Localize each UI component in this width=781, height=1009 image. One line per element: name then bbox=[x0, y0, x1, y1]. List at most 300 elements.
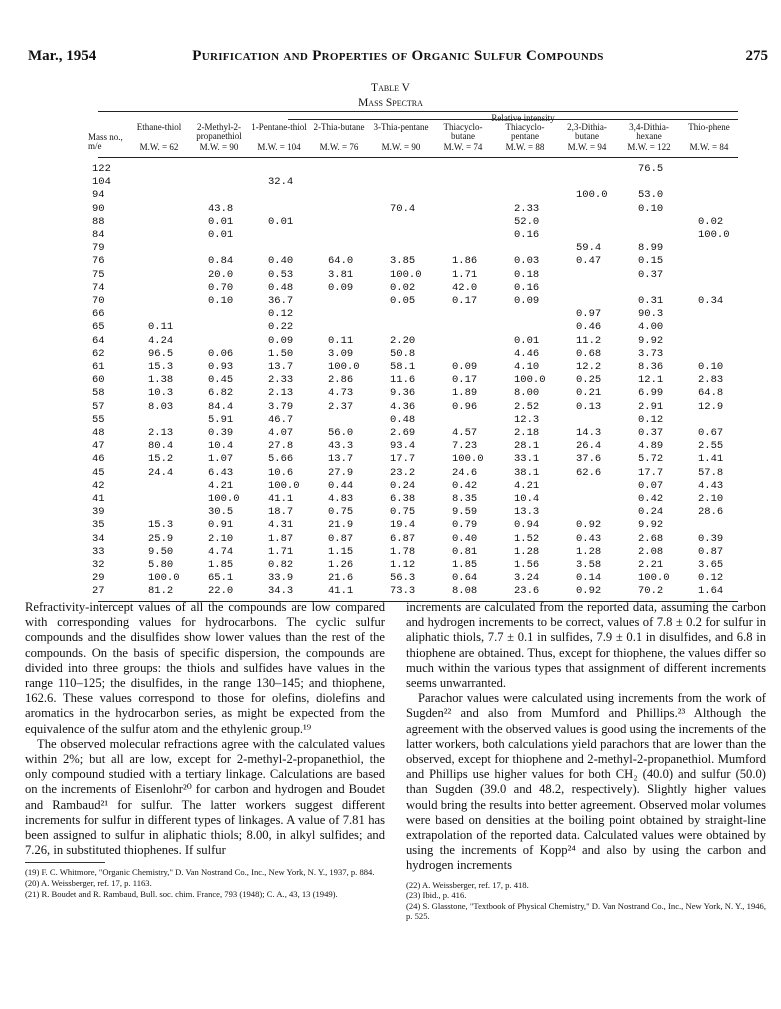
intensity-cell: 24.6 bbox=[452, 466, 478, 479]
mass-number-cell: 27 bbox=[92, 585, 105, 598]
intensity-cell: 0.64 bbox=[452, 572, 478, 585]
column-compound-name: Ethane-thiol bbox=[136, 122, 182, 132]
intensity-cell: 25.9 bbox=[148, 532, 174, 545]
intensity-cell: 2.91 bbox=[638, 400, 664, 413]
intensity-cell: 0.14 bbox=[576, 572, 602, 585]
intensity-cell: 21.6 bbox=[328, 572, 354, 585]
intensity-cell: 28.6 bbox=[698, 506, 724, 519]
column-compound-name: 2-Thia-butane bbox=[313, 122, 365, 132]
table-row bbox=[92, 229, 738, 242]
mass-number-cell: 41 bbox=[92, 493, 105, 505]
intensity-cell: 0.12 bbox=[638, 413, 664, 426]
table-row bbox=[92, 295, 738, 308]
intensity-cell: 2.21 bbox=[638, 559, 664, 571]
intensity-cell: 33.1 bbox=[514, 453, 540, 466]
intensity-cell: 1.71 bbox=[452, 268, 478, 281]
intensity-cell: 36.7 bbox=[268, 295, 294, 307]
running-title: Purification and Properties of Organic Sulfur Compounds bbox=[192, 48, 604, 64]
mass-number-cell: 47 bbox=[92, 440, 105, 453]
mass-number-cell: 39 bbox=[92, 506, 105, 519]
intensity-cell: 80.4 bbox=[148, 440, 174, 453]
intensity-cell: 100.0 bbox=[638, 572, 670, 585]
table-row bbox=[92, 374, 738, 387]
intensity-cell: 0.40 bbox=[268, 255, 294, 268]
intensity-cell: 8.03 bbox=[148, 400, 174, 413]
table-row bbox=[92, 268, 738, 282]
intensity-cell: 26.4 bbox=[576, 440, 602, 453]
intensity-cell: 100.0 bbox=[514, 374, 546, 387]
table-row bbox=[92, 242, 738, 255]
column-compound-name: Thiacyclo-butane bbox=[443, 122, 483, 141]
intensity-cell: 0.70 bbox=[208, 281, 234, 294]
intensity-cell: 0.37 bbox=[638, 268, 664, 281]
mass-number-cell: 29 bbox=[92, 572, 105, 585]
intensity-cell: 3.58 bbox=[576, 559, 602, 571]
intensity-cell: 0.02 bbox=[390, 281, 416, 294]
intensity-cell: 52.0 bbox=[514, 215, 540, 228]
mass-number-cell: 33 bbox=[92, 545, 105, 558]
column-header bbox=[130, 123, 188, 152]
intensity-cell: 100.0 bbox=[268, 479, 300, 492]
footnote-rule bbox=[25, 862, 105, 863]
intensity-cell: 0.47 bbox=[576, 255, 602, 268]
column-molecular-weight: M.W. = 90 bbox=[381, 142, 421, 152]
intensity-cell: 4.83 bbox=[328, 493, 354, 505]
intensity-cell: 19.4 bbox=[390, 519, 416, 532]
right-column bbox=[406, 600, 766, 922]
intensity-cell: 12.9 bbox=[698, 400, 724, 413]
intensity-cell: 4.73 bbox=[328, 387, 354, 400]
intensity-cell: 37.6 bbox=[576, 453, 602, 466]
mass-number-cell: 65 bbox=[92, 321, 105, 334]
intensity-cell: 38.1 bbox=[514, 466, 540, 479]
intensity-cell: 3.81 bbox=[328, 268, 354, 281]
table-row bbox=[92, 440, 738, 453]
footnote-20: (20) A. Weissberger, ref. 17, p. 1163. bbox=[25, 878, 152, 889]
intensity-cell: 84.4 bbox=[208, 400, 234, 413]
intensity-cell: 2.69 bbox=[390, 427, 416, 439]
intensity-cell: 8.00 bbox=[514, 387, 540, 400]
intensity-cell: 0.18 bbox=[514, 268, 540, 281]
intensity-cell: 8.08 bbox=[452, 585, 478, 598]
intensity-cell: 4.43 bbox=[698, 479, 724, 492]
intensity-cell: 0.01 bbox=[208, 229, 234, 241]
intensity-cell: 53.0 bbox=[638, 189, 664, 202]
intensity-cell: 6.87 bbox=[390, 532, 416, 545]
intensity-cell: 4.24 bbox=[148, 334, 174, 347]
intensity-cell: 2.08 bbox=[638, 545, 664, 558]
running-header bbox=[28, 48, 768, 68]
intensity-cell: 70.2 bbox=[638, 585, 664, 598]
intensity-cell: 41.1 bbox=[268, 493, 294, 505]
intensity-cell: 0.82 bbox=[268, 559, 294, 571]
intensity-cell: 0.16 bbox=[514, 229, 540, 241]
intensity-cell: 64.8 bbox=[698, 387, 724, 400]
table-row bbox=[92, 361, 738, 374]
intensity-cell: 1.86 bbox=[452, 255, 478, 268]
mass-number-cell: 66 bbox=[92, 308, 105, 321]
intensity-cell: 0.24 bbox=[638, 506, 664, 519]
table-row bbox=[92, 215, 738, 229]
column-header bbox=[434, 123, 492, 152]
intensity-cell: 21.9 bbox=[328, 519, 354, 532]
intensity-cell: 17.7 bbox=[390, 453, 416, 466]
intensity-cell: 0.68 bbox=[576, 347, 602, 360]
table-row bbox=[92, 479, 738, 493]
column-header bbox=[372, 123, 430, 152]
mass-number-cell: 62 bbox=[92, 347, 105, 360]
intensity-cell: 2.33 bbox=[268, 374, 294, 387]
intensity-cell: 46.7 bbox=[268, 413, 294, 426]
intensity-cell: 1.71 bbox=[268, 545, 294, 558]
intensity-cell: 0.24 bbox=[390, 479, 416, 492]
intensity-cell: 57.8 bbox=[698, 466, 724, 479]
intensity-cell: 8.99 bbox=[638, 242, 664, 255]
intensity-cell: 56.3 bbox=[390, 572, 416, 585]
footnote-22: (22) A. Weissberger, ref. 17, p. 418. bbox=[406, 879, 529, 890]
intensity-cell: 1.38 bbox=[148, 374, 174, 387]
intensity-cell: 0.81 bbox=[452, 545, 478, 558]
column-compound-name: 1-Pentane-thiol bbox=[251, 122, 307, 132]
intensity-cell: 3.79 bbox=[268, 400, 294, 413]
table-row bbox=[92, 334, 738, 348]
intensity-cell: 0.87 bbox=[698, 545, 724, 558]
intensity-cell: 1.85 bbox=[452, 559, 478, 571]
intensity-cell: 100.0 bbox=[328, 361, 360, 373]
intensity-cell: 0.02 bbox=[698, 215, 724, 228]
table-header-rule bbox=[98, 157, 738, 158]
intensity-cell: 100.0 bbox=[148, 572, 180, 585]
intensity-cell: 12.2 bbox=[576, 361, 602, 373]
intensity-cell: 70.4 bbox=[390, 202, 416, 215]
intensity-cell: 18.7 bbox=[268, 506, 294, 519]
intensity-cell: 1.52 bbox=[514, 532, 540, 545]
intensity-cell: 0.11 bbox=[148, 321, 174, 334]
column-compound-name: Thiacyclo-pentane bbox=[505, 122, 545, 141]
intensity-cell: 100.0 bbox=[698, 229, 730, 241]
intensity-cell: 96.5 bbox=[148, 347, 174, 360]
intensity-cell: 13.7 bbox=[268, 361, 294, 373]
column-molecular-weight: M.W. = 94 bbox=[567, 142, 607, 152]
intensity-cell: 73.3 bbox=[390, 585, 416, 598]
intensity-cell: 0.31 bbox=[638, 295, 664, 307]
intensity-cell: 0.75 bbox=[328, 506, 354, 519]
mass-number-cell: 60 bbox=[92, 374, 105, 387]
intensity-cell: 4.46 bbox=[514, 347, 540, 360]
intensity-cell: 6.99 bbox=[638, 387, 664, 400]
table-row bbox=[92, 572, 738, 585]
intensity-cell: 0.53 bbox=[268, 268, 294, 281]
column-molecular-weight: M.W. = 74 bbox=[443, 142, 483, 152]
mass-number-cell: 70 bbox=[92, 295, 105, 307]
intensity-cell: 3.85 bbox=[390, 255, 416, 268]
intensity-cell: 0.87 bbox=[328, 532, 354, 545]
table-row bbox=[92, 189, 738, 202]
intensity-cell: 0.96 bbox=[452, 400, 478, 413]
column-molecular-weight: M.W. = 90 bbox=[199, 142, 239, 152]
intensity-cell: 2.83 bbox=[698, 374, 724, 387]
paragraph-parachor: Parachor values were calculated using increments from the work of Sugden²² and also from Mumford and Phillips.²³ Although the agreement with the observed values is good using the increments of the latter workers, both calculations yield parachors that are lower than the observed, except for thiophene and 2-methyl-2-propanethiol. Mumford and Phillips use higher values for both CH₂ (40.0) and sulfur (50.0) than Sugden (39.0 and 48.2, respectively). Slightly higher values would bring the results into better agreement. Observed molar volumes were based on densities at the boiling point obtained by straight-line extrapolation of the reported data. Calculated values were obtained by using the increments of Kopp²⁴ and also by using the carbon and hydrogen increments bbox=[406, 691, 766, 873]
intensity-cell: 9.36 bbox=[390, 387, 416, 400]
intensity-cell: 2.68 bbox=[638, 532, 664, 545]
intensity-cell: 0.67 bbox=[698, 427, 724, 439]
mass-number-cell: 32 bbox=[92, 559, 105, 571]
intensity-cell: 27.8 bbox=[268, 440, 294, 453]
mass-number-cell: 88 bbox=[92, 215, 105, 228]
intensity-cell: 0.42 bbox=[452, 479, 478, 492]
page-number: 275 bbox=[745, 48, 768, 64]
intensity-cell: 4.21 bbox=[208, 479, 234, 492]
mass-number-cell: 90 bbox=[92, 202, 105, 215]
intensity-cell: 0.09 bbox=[514, 295, 540, 307]
mass-number-header: Mass no., m/e bbox=[88, 132, 123, 151]
intensity-cell: 0.09 bbox=[452, 361, 478, 373]
intensity-cell: 81.2 bbox=[148, 585, 174, 598]
column-header bbox=[250, 123, 308, 152]
column-molecular-weight: M.W. = 122 bbox=[627, 142, 671, 152]
paragraph-molecular-refraction: The observed molecular refractions agree with the calculated values within 2%; but all are low, except for 2-methyl-2-propanethiol, the only compound studied with a tertiary linkage. Calculations are based on the increments of Eisenlohr²⁰ for carbon and hydrogen and Boudet and Rambaud²¹ for sulfur. The latter workers suggest different increments for sulfur in different types of linkages. A value of 7.81 has been assigned to sulfur in aliphatic thiols; 8.00, in alkyl sulfides; and 7.26, in substituted thiophenes. If sulfur bbox=[25, 736, 385, 858]
intensity-cell: 43.3 bbox=[328, 440, 354, 453]
intensity-cell: 32.4 bbox=[268, 176, 294, 189]
table-top-rule bbox=[98, 111, 738, 112]
intensity-cell: 0.10 bbox=[208, 295, 234, 307]
intensity-cell: 0.01 bbox=[514, 334, 540, 347]
intensity-cell: 12.1 bbox=[638, 374, 664, 387]
intensity-cell: 42.0 bbox=[452, 281, 478, 294]
intensity-cell: 100.0 bbox=[452, 453, 484, 466]
intensity-cell: 9.50 bbox=[148, 545, 174, 558]
intensity-cell: 0.97 bbox=[576, 308, 602, 321]
intensity-cell: 17.7 bbox=[638, 466, 664, 479]
column-header bbox=[620, 123, 678, 152]
intensity-cell: 6.82 bbox=[208, 387, 234, 400]
intensity-cell: 4.07 bbox=[268, 427, 294, 439]
intensity-cell: 22.0 bbox=[208, 585, 234, 598]
intensity-cell: 2.20 bbox=[390, 334, 416, 347]
intensity-cell: 64.0 bbox=[328, 255, 354, 268]
intensity-cell: 15.3 bbox=[148, 361, 174, 373]
intensity-cell: 33.9 bbox=[268, 572, 294, 585]
mass-number-cell: 46 bbox=[92, 453, 105, 466]
intensity-cell: 28.1 bbox=[514, 440, 540, 453]
intensity-cell: 4.31 bbox=[268, 519, 294, 532]
intensity-cell: 8.36 bbox=[638, 361, 664, 373]
intensity-cell: 1.50 bbox=[268, 347, 294, 360]
intensity-cell: 23.6 bbox=[514, 585, 540, 598]
intensity-cell: 0.17 bbox=[452, 295, 478, 307]
intensity-cell: 3.09 bbox=[328, 347, 354, 360]
intensity-cell: 59.4 bbox=[576, 242, 602, 255]
intensity-cell: 2.37 bbox=[328, 400, 354, 413]
table-row bbox=[92, 559, 738, 572]
intensity-cell: 5.72 bbox=[638, 453, 664, 466]
intensity-cell: 10.3 bbox=[148, 387, 174, 400]
table-row bbox=[92, 387, 738, 400]
intensity-cell: 0.46 bbox=[576, 321, 602, 334]
intensity-cell: 0.92 bbox=[576, 519, 602, 532]
table-label: Table V bbox=[371, 82, 410, 94]
intensity-cell: 1.26 bbox=[328, 559, 354, 571]
intensity-cell: 100.0 bbox=[576, 189, 608, 202]
table-title: Mass Spectra bbox=[358, 97, 423, 109]
relative-intensity-header: Relative intensity bbox=[491, 113, 555, 123]
intensity-cell: 2.13 bbox=[268, 387, 294, 400]
intensity-cell: 0.21 bbox=[576, 387, 602, 400]
intensity-cell: 1.78 bbox=[390, 545, 416, 558]
intensity-cell: 15.3 bbox=[148, 519, 174, 532]
footnote-23: (23) Ibid., p. 416. bbox=[406, 890, 467, 901]
intensity-cell: 0.06 bbox=[208, 347, 234, 360]
intensity-cell: 5.80 bbox=[148, 559, 174, 571]
table-row bbox=[92, 163, 738, 176]
column-compound-name: 3-Thia-pentane bbox=[373, 122, 429, 132]
column-header bbox=[310, 123, 368, 152]
intensity-cell: 0.11 bbox=[328, 334, 354, 347]
intensity-cell: 10.4 bbox=[514, 493, 540, 505]
intensity-cell: 9.92 bbox=[638, 334, 664, 347]
intensity-cell: 0.10 bbox=[698, 361, 724, 373]
intensity-cell: 8.35 bbox=[452, 493, 478, 505]
intensity-cell: 100.0 bbox=[390, 268, 422, 281]
intensity-cell: 10.6 bbox=[268, 466, 294, 479]
intensity-cell: 0.42 bbox=[638, 493, 664, 505]
intensity-cell: 100.0 bbox=[208, 493, 240, 505]
intensity-cell: 27.9 bbox=[328, 466, 354, 479]
intensity-cell: 0.25 bbox=[576, 374, 602, 387]
intensity-cell: 4.89 bbox=[638, 440, 664, 453]
intensity-cell: 11.2 bbox=[576, 334, 602, 347]
intensity-cell: 9.92 bbox=[638, 519, 664, 532]
mass-number-cell: 64 bbox=[92, 334, 105, 347]
intensity-cell: 0.92 bbox=[576, 585, 602, 598]
intensity-cell: 2.10 bbox=[698, 493, 724, 505]
table-row bbox=[92, 347, 738, 361]
intensity-cell: 2.52 bbox=[514, 400, 540, 413]
intensity-cell: 12.3 bbox=[514, 413, 540, 426]
intensity-cell: 24.4 bbox=[148, 466, 174, 479]
intensity-cell: 0.79 bbox=[452, 519, 478, 532]
table-row bbox=[92, 532, 738, 546]
intensity-cell: 0.34 bbox=[698, 295, 724, 307]
intensity-cell: 0.37 bbox=[638, 427, 664, 439]
intensity-cell: 76.5 bbox=[638, 163, 664, 175]
mass-number-cell: 122 bbox=[92, 163, 111, 175]
intensity-cell: 0.12 bbox=[268, 308, 294, 321]
intensity-cell: 13.7 bbox=[328, 453, 354, 466]
paragraph-increments: increments are calculated from the reported data, assuming the carbon and hydrogen increments to be correct, values of 7.8 ± 0.2 for sulfur in aliphatic thiols, 7.7 ± 0.1 in sulfides, 7.9 ± 0.1 in disulfides, and 6.8 in thiophene are obtained. Thus, except for thiophene, the values differ so much within the various types that assignment of different increments seems unwarranted. bbox=[406, 600, 766, 691]
intensity-cell: 2.55 bbox=[698, 440, 724, 453]
mass-number-cell: 45 bbox=[92, 466, 105, 479]
intensity-cell: 4.10 bbox=[514, 361, 540, 373]
intensity-cell: 2.10 bbox=[208, 532, 234, 545]
mass-number-cell: 74 bbox=[92, 281, 105, 294]
intensity-cell: 0.09 bbox=[328, 281, 354, 294]
table-row bbox=[92, 321, 738, 334]
table-row bbox=[92, 585, 738, 598]
table-row bbox=[92, 308, 738, 321]
table-row bbox=[92, 400, 738, 414]
intensity-cell: 0.10 bbox=[638, 202, 664, 215]
column-compound-name: 3,4-Dithia-hexane bbox=[629, 122, 669, 141]
table-row bbox=[92, 413, 738, 427]
intensity-cell: 20.0 bbox=[208, 268, 234, 281]
intensity-cell: 1.15 bbox=[328, 545, 354, 558]
table-row bbox=[92, 453, 738, 466]
intensity-cell: 62.6 bbox=[576, 466, 602, 479]
intensity-cell: 1.89 bbox=[452, 387, 478, 400]
intensity-cell: 1.07 bbox=[208, 453, 234, 466]
mass-number-cell: 34 bbox=[92, 532, 105, 545]
intensity-cell: 93.4 bbox=[390, 440, 416, 453]
intensity-cell: 0.01 bbox=[208, 215, 234, 228]
mass-number-cell: 57 bbox=[92, 400, 105, 413]
table-row bbox=[92, 427, 738, 440]
intensity-cell: 4.57 bbox=[452, 427, 478, 439]
footnote-19: (19) F. C. Whitmore, "Organic Chemistry," D. Van Nostrand Co., Inc., New York, N. Y., 1937, p. 884. bbox=[25, 867, 375, 878]
intensity-cell: 0.75 bbox=[390, 506, 416, 519]
intensity-cell: 4.00 bbox=[638, 321, 664, 334]
mass-number-cell: 104 bbox=[92, 176, 111, 189]
intensity-cell: 7.23 bbox=[452, 440, 478, 453]
intensity-cell: 3.24 bbox=[514, 572, 540, 585]
left-footnotes bbox=[25, 867, 385, 899]
intensity-cell: 3.65 bbox=[698, 559, 724, 571]
intensity-cell: 0.93 bbox=[208, 361, 234, 373]
intensity-cell: 1.56 bbox=[514, 559, 540, 571]
intensity-cell: 0.84 bbox=[208, 255, 234, 268]
issue-date: Mar., 1954 bbox=[28, 48, 97, 64]
footnote-24: (24) S. Glasstone, "Textbook of Physical Chemistry," D. Van Nostrand Co., Inc., New York, N. Y., 1946, p. 525. bbox=[406, 900, 766, 922]
intensity-cell: 3.73 bbox=[638, 347, 664, 360]
mass-number-cell: 84 bbox=[92, 229, 105, 241]
mass-number-cell: 79 bbox=[92, 242, 105, 255]
intensity-cell: 10.4 bbox=[208, 440, 234, 453]
table-row bbox=[92, 466, 738, 480]
footnote-21: (21) R. Boudet and R. Rambaud, Bull. soc. chim. France, 793 (1948); C. A., 43, 13 (1949). bbox=[25, 888, 338, 899]
intensity-cell: 0.91 bbox=[208, 519, 234, 532]
intensity-cell: 15.2 bbox=[148, 453, 174, 466]
intensity-cell: 9.59 bbox=[452, 506, 478, 519]
intensity-cell: 1.12 bbox=[390, 559, 416, 571]
table-row bbox=[92, 202, 738, 216]
intensity-cell: 0.16 bbox=[514, 281, 540, 294]
intensity-cell: 1.87 bbox=[268, 532, 294, 545]
intensity-cell: 11.6 bbox=[390, 374, 416, 387]
intensity-cell: 0.39 bbox=[208, 427, 234, 439]
intensity-cell: 0.40 bbox=[452, 532, 478, 545]
intensity-cell: 0.17 bbox=[452, 374, 478, 387]
intensity-cell: 0.45 bbox=[208, 374, 234, 387]
column-header bbox=[558, 123, 616, 152]
table-row bbox=[92, 281, 738, 295]
intensity-cell: 65.1 bbox=[208, 572, 234, 585]
left-column bbox=[25, 600, 385, 899]
column-header bbox=[680, 123, 738, 152]
intensity-cell: 50.8 bbox=[390, 347, 416, 360]
column-compound-name: 2,3-Dithia-butane bbox=[567, 122, 607, 141]
table-row bbox=[92, 545, 738, 559]
intensity-cell: 1.28 bbox=[576, 545, 602, 558]
intensity-cell: 90.3 bbox=[638, 308, 664, 321]
intensity-cell: 2.86 bbox=[328, 374, 354, 387]
intensity-cell: 0.43 bbox=[576, 532, 602, 545]
intensity-cell: 0.22 bbox=[268, 321, 294, 334]
table-row bbox=[92, 519, 738, 532]
intensity-cell: 41.1 bbox=[328, 585, 354, 598]
mass-number-cell: 75 bbox=[92, 268, 105, 281]
intensity-cell: 1.41 bbox=[698, 453, 724, 466]
intensity-cell: 58.1 bbox=[390, 361, 416, 373]
